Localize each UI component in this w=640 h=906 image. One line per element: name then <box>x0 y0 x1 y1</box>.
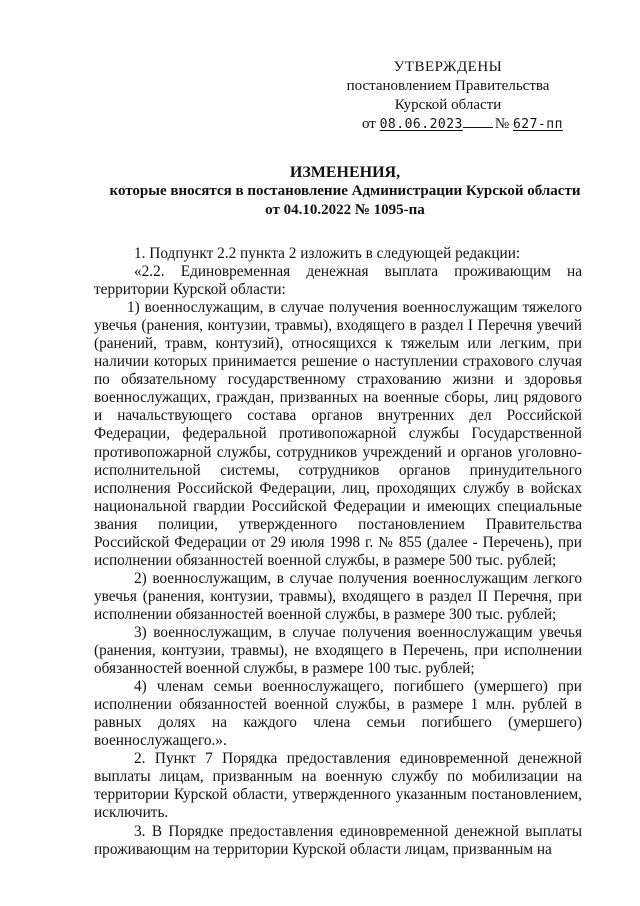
approval-issuer: постановлением Правительства <box>346 78 550 94</box>
underline-gap <box>463 117 493 128</box>
document-body <box>94 245 582 859</box>
paragraph-1: 1. Подпункт 2.2 пункта 2 изложить в следующей редакции: <box>134 245 521 262</box>
number-prefix: № <box>494 116 510 132</box>
document-reference: от 04.10.2022 № 1095-па <box>265 202 425 218</box>
date-prefix: от <box>362 116 376 132</box>
approval-region: Курской области <box>394 97 502 113</box>
paragraph-3: 1) военнослужащим, в случае получения военнослужащим тяжелого увечья (ранения, контузии, травмы), входящего в раздел I Перечня увечий (ранений, травм, контузий), относящихся к тяжелым или легким, при наличии которых принимается решение о наступлении страхового случая по обязательному государственному страхованию жизни и здоровья военнослужащих, граждан, призванных на военные сборы, лиц рядового и начальствующего состава органов внутренних дел Российской Федерации, федеральной противопожарной службы Государственной противопожарной службы, сотрудников учреждений и органов уголовно-исполнительной системы, сотрудников органов принудительного исполнения Российской Федерации, лиц, проходящих службу в войсках национальной гвардии Российской Федерации и имеющих специальные звания полиции, утвержденного постановлением Правительства Российской Федерации от 29 июля 1998 г. № 855 (далее - Перечень), при исполнении обязанностей военной службы, в размере 500 тыс. рублей; <box>94 299 582 569</box>
document-heading <box>92 163 598 220</box>
paragraph-5: 3) военнослужащим, в случае получения военнослужащим увечья (ранения, контузии, травмы), не входящего в Перечень, при исполнении обязанностей военной службы, в размере 100 тыс. рублей; <box>94 623 582 678</box>
approval-stamp <box>318 58 578 134</box>
approval-number: 627-пп <box>512 117 563 132</box>
paragraph-4: 2) военнослужащим, в случае получения военнослужащим легкого увечья (ранения, контузии, травмы), входящего в раздел II Перечня, при исполнении обязанностей военной службы, в размере 300 тыс. рублей; <box>94 569 582 623</box>
document-subtitle: которые вносятся в постановление Администрации Курской области <box>109 183 581 199</box>
approval-date-line <box>318 115 578 134</box>
paragraph-7: 2. Пункт 7 Порядка предоставления единовременной денежной выплаты лицам, призванным на военную службу по мобилизации на территории Курской области, утвержденного указанным постановлением, исключить. <box>94 750 582 822</box>
paragraph-2: «2.2. Единовременная денежная выплата проживающим на территории Курской области: <box>94 263 582 299</box>
paragraph-8: 3. В Порядке предоставления единовременной денежной выплаты проживающим на территории Курской области лицам, призванным на <box>94 822 582 858</box>
approval-title: УТВЕРЖДЕНЫ <box>393 59 503 75</box>
paragraph-6: 4) членам семьи военнослужащего, погибшего (умершего) при исполнении обязанностей военной службы, в размере 1 млн. рублей в равных долях на каждого члена семьи погибшего (умершего) военнослужащего.». <box>94 678 582 750</box>
approval-date: 08.06.2023 <box>379 117 463 132</box>
document-title: ИЗМЕНЕНИЯ, <box>289 164 401 181</box>
